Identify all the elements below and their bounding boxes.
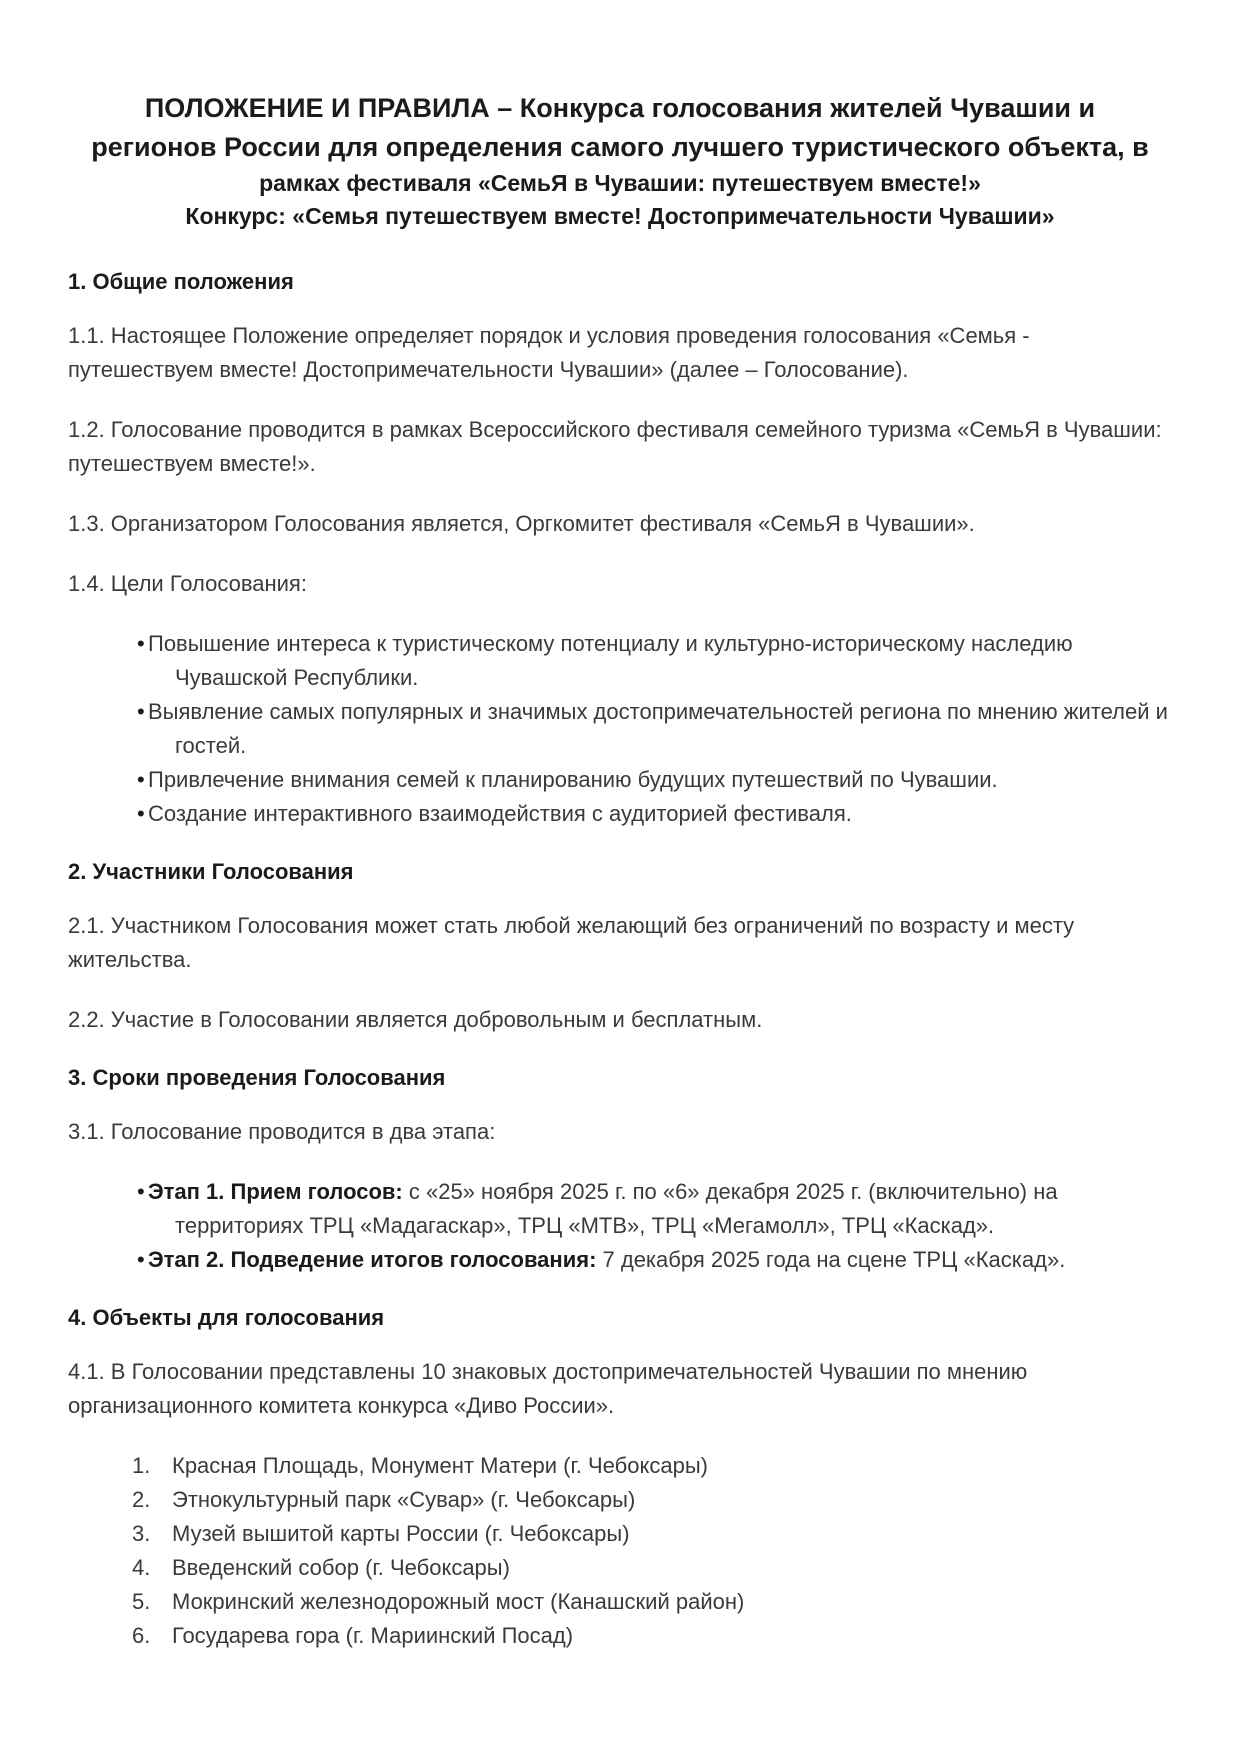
- title-line-4: Конкурс: «Семья путешествуем вместе! Достопримечательности Чувашии»: [185, 203, 1055, 229]
- stage-item: [68, 1243, 1172, 1277]
- section-4-heading: 4. Объекты для голосования: [68, 1305, 385, 1330]
- section-2-heading: 2. Участники Голосования: [68, 859, 354, 884]
- section-1-heading: 1. Общие положения: [68, 269, 294, 294]
- title-line-3: рамках фестиваля «СемьЯ в Чувашии: путешествуем вместе!»: [259, 170, 981, 196]
- goals-list: [68, 627, 1172, 831]
- paragraph-2-1: 2.1. Участником Голосования может стать любой желающий без ограничений по возрасту и месту жительства.: [68, 913, 1075, 972]
- stage-label: Этап 2. Подведение итогов голосования:: [148, 1247, 597, 1272]
- object-item: Мокринский железнодорожный мост (Канашский район): [172, 1589, 745, 1614]
- goal-item: • Создание интерактивного взаимодействия с аудиторией фестиваля.: [68, 797, 1172, 831]
- title-line-1: ПОЛОЖЕНИЕ И ПРАВИЛА – Конкурса голосования жителей Чувашии и: [144, 93, 1096, 123]
- stage-label: Этап 1. Прием голосов:: [148, 1179, 403, 1204]
- paragraph-1-1: 1.1. Настоящее Положение определяет порядок и условия проведения голосования «Семья - путешествуем вместе! Достопримечательности Чувашии» (далее – Голосование).: [68, 323, 1030, 382]
- object-item: Введенский собор (г. Чебоксары): [172, 1555, 510, 1580]
- object-item: Этнокультурный парк «Сувар» (г. Чебоксары): [172, 1487, 636, 1512]
- object-item: Музей вышитой карты России (г. Чебоксары): [172, 1521, 630, 1546]
- paragraph-1-2: 1.2. Голосование проводится в рамках Всероссийского фестиваля семейного туризма «СемьЯ в Чувашии: путешествуем вместе!».: [68, 417, 1162, 476]
- goal-item: • Выявление самых популярных и значимых достопримечательностей региона по мнению жителей и гостей.: [68, 695, 1172, 763]
- paragraph-1-4: 1.4. Цели Голосования:: [68, 571, 307, 596]
- goal-item: • Повышение интереса к туристическому потенциалу и культурно-историческому наследию Чувашской Республики.: [68, 627, 1172, 695]
- paragraph-3-1: 3.1. Голосование проводится в два этапа:: [68, 1119, 496, 1144]
- object-item: Красная Площадь, Монумент Матери (г. Чебоксары): [172, 1453, 708, 1478]
- doc-title: [68, 89, 1172, 233]
- objects-list: [68, 1449, 1172, 1653]
- object-item: Государева гора (г. Мариинский Посад): [172, 1623, 574, 1648]
- stages-list: [68, 1175, 1172, 1277]
- title-line-2: регионов России для определения самого лучшего туристического объекта, в: [91, 132, 1149, 162]
- section-3-heading: 3. Сроки проведения Голосования: [68, 1065, 446, 1090]
- stage-text: с «25» ноября 2025 г. по «6» декабря 2025 г. (включительно) на территориях ТРЦ «Мадагаскар», ТРЦ «МТВ», ТРЦ «Мегамолл», ТРЦ «Каскад».: [175, 1179, 1058, 1238]
- paragraph-2-2: 2.2. Участие в Голосовании является добровольным и бесплатным.: [68, 1007, 763, 1032]
- stage-item: [68, 1175, 1172, 1243]
- goal-item: • Привлечение внимания семей к планированию будущих путешествий по Чувашии.: [68, 763, 1172, 797]
- paragraph-1-3: 1.3. Организатором Голосования является, Оргкомитет фестиваля «СемьЯ в Чувашии».: [68, 511, 975, 536]
- stage-text: 7 декабря 2025 года на сцене ТРЦ «Каскад».: [596, 1247, 1066, 1272]
- paragraph-4-1: 4.1. В Голосовании представлены 10 знаковых достопримечательностей Чувашии по мнению организационного комитета конкурса «Диво России».: [68, 1359, 1028, 1418]
